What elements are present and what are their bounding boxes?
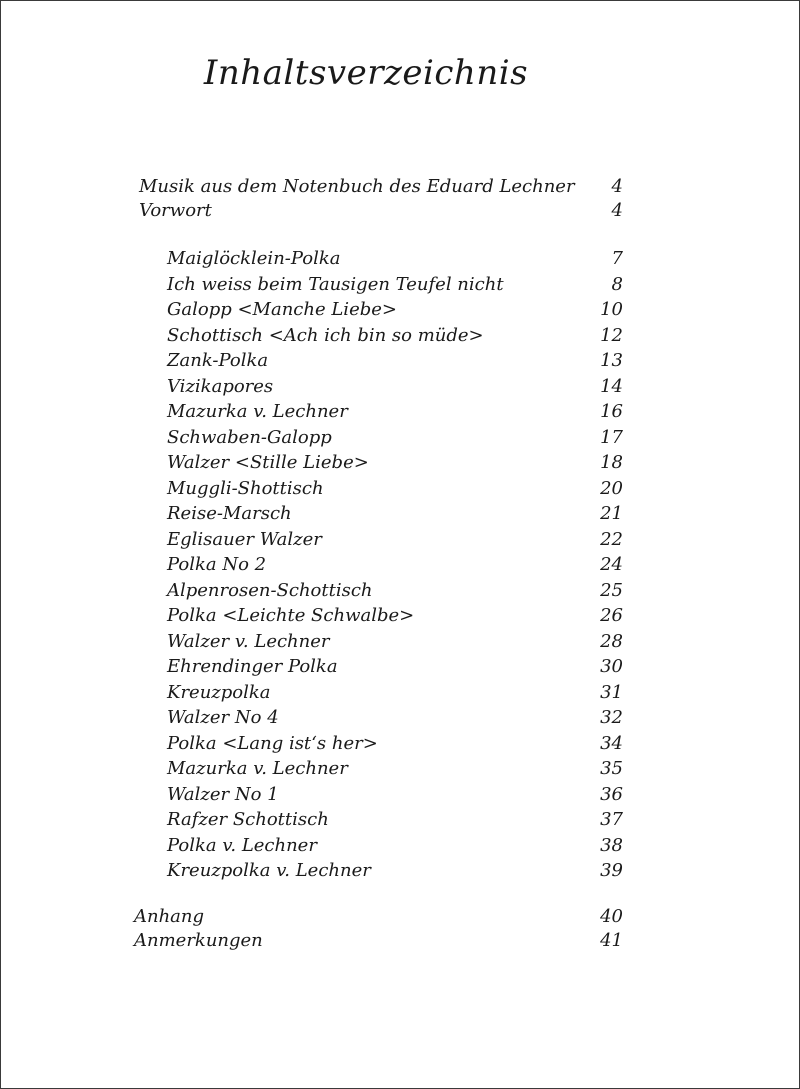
toc-entry-label: Polka <Lang ist‘s her> bbox=[167, 732, 378, 754]
toc-entry-label: Anmerkungen bbox=[134, 930, 263, 951]
toc-entry-label: Muggli-Shottisch bbox=[167, 477, 324, 499]
toc-entry-page: 7 bbox=[611, 248, 623, 269]
toc-entry-page: 22 bbox=[600, 528, 623, 550]
toc-entry-page: 21 bbox=[600, 503, 623, 524]
toc-entry-page: 28 bbox=[600, 630, 623, 652]
toc-entry-page: 16 bbox=[600, 401, 623, 422]
toc-entry-label: Musik aus dem Notenbuch des Eduard Lechner bbox=[139, 176, 575, 197]
page-title: Inhaltsverzeichnis bbox=[203, 53, 529, 93]
toc-entry-page: 25 bbox=[600, 579, 623, 601]
toc-entry-page: 20 bbox=[600, 477, 623, 499]
toc-entry-label: Eglisauer Walzer bbox=[167, 528, 322, 550]
toc-entry-page: 14 bbox=[600, 375, 623, 397]
toc-entry-page: 34 bbox=[600, 732, 623, 754]
toc-entry-page: 32 bbox=[600, 707, 623, 728]
toc-entry-label: Zank-Polka bbox=[167, 350, 269, 371]
toc-entry-label: Schottisch <Ach ich bin so müde> bbox=[167, 324, 484, 346]
toc-entry-page: 12 bbox=[600, 324, 623, 346]
toc-entry-label: Schwaben-Galopp bbox=[167, 426, 332, 448]
toc-entry-page: 35 bbox=[600, 758, 623, 779]
toc-entry-label: Vorwort bbox=[139, 200, 212, 221]
toc-entry-label: Walzer No 1 bbox=[167, 783, 279, 805]
toc-entry-label: Mazurka v. Lechner bbox=[167, 758, 348, 779]
toc-entry-label: Mazurka v. Lechner bbox=[167, 401, 348, 422]
toc-entry-label: Kreuzpolka v. Lechner bbox=[167, 860, 371, 881]
toc-entry-label: Polka <Leichte Schwalbe> bbox=[167, 605, 415, 626]
toc-entry-page: 13 bbox=[600, 350, 623, 371]
toc-entry-page: 17 bbox=[600, 426, 623, 448]
toc-entry-page: 40 bbox=[600, 906, 623, 927]
toc-entry-label: Polka No 2 bbox=[167, 554, 267, 575]
toc-entry-label: Walzer <Stille Liebe> bbox=[167, 452, 369, 473]
toc-entry-label: Vizikapores bbox=[167, 375, 274, 397]
toc-entry-label: Walzer No 4 bbox=[167, 707, 279, 728]
toc-entry-page: 39 bbox=[600, 860, 623, 881]
toc-entry-label: Anhang bbox=[134, 906, 205, 927]
toc-entry-label: Reise-Marsch bbox=[167, 503, 292, 524]
toc-entry-page: 36 bbox=[600, 783, 623, 805]
toc-entry-page: 41 bbox=[600, 930, 623, 951]
toc-entry-page: 30 bbox=[600, 656, 623, 677]
toc-entry-label: Ehrendinger Polka bbox=[167, 656, 338, 677]
toc-entry-page: 24 bbox=[600, 554, 623, 575]
toc-entry-page: 4 bbox=[611, 200, 623, 221]
toc-entry-label: Walzer v. Lechner bbox=[167, 630, 330, 652]
toc-entry-page: 8 bbox=[611, 273, 623, 295]
toc-entry-label: Maiglöcklein-Polka bbox=[167, 248, 341, 269]
toc-entry-page: 4 bbox=[611, 176, 623, 197]
toc-entry-page: 38 bbox=[600, 834, 623, 856]
toc-entry-label: Rafzer Schottisch bbox=[167, 809, 329, 830]
toc-entry-page: 18 bbox=[600, 452, 623, 473]
toc-entry-page: 37 bbox=[600, 809, 623, 830]
toc-entry-page: 10 bbox=[600, 299, 623, 320]
toc-entry-label: Polka v. Lechner bbox=[167, 834, 317, 856]
toc-entry-page: 31 bbox=[600, 681, 623, 703]
toc-entry-label: Galopp <Manche Liebe> bbox=[167, 299, 397, 320]
toc-entry-label: Ich weiss beim Tausigen Teufel nicht bbox=[167, 273, 504, 295]
toc-entry-label: Alpenrosen-Schottisch bbox=[167, 579, 373, 601]
toc-entry-label: Kreuzpolka bbox=[167, 681, 271, 703]
toc-entry-page: 26 bbox=[600, 605, 623, 626]
